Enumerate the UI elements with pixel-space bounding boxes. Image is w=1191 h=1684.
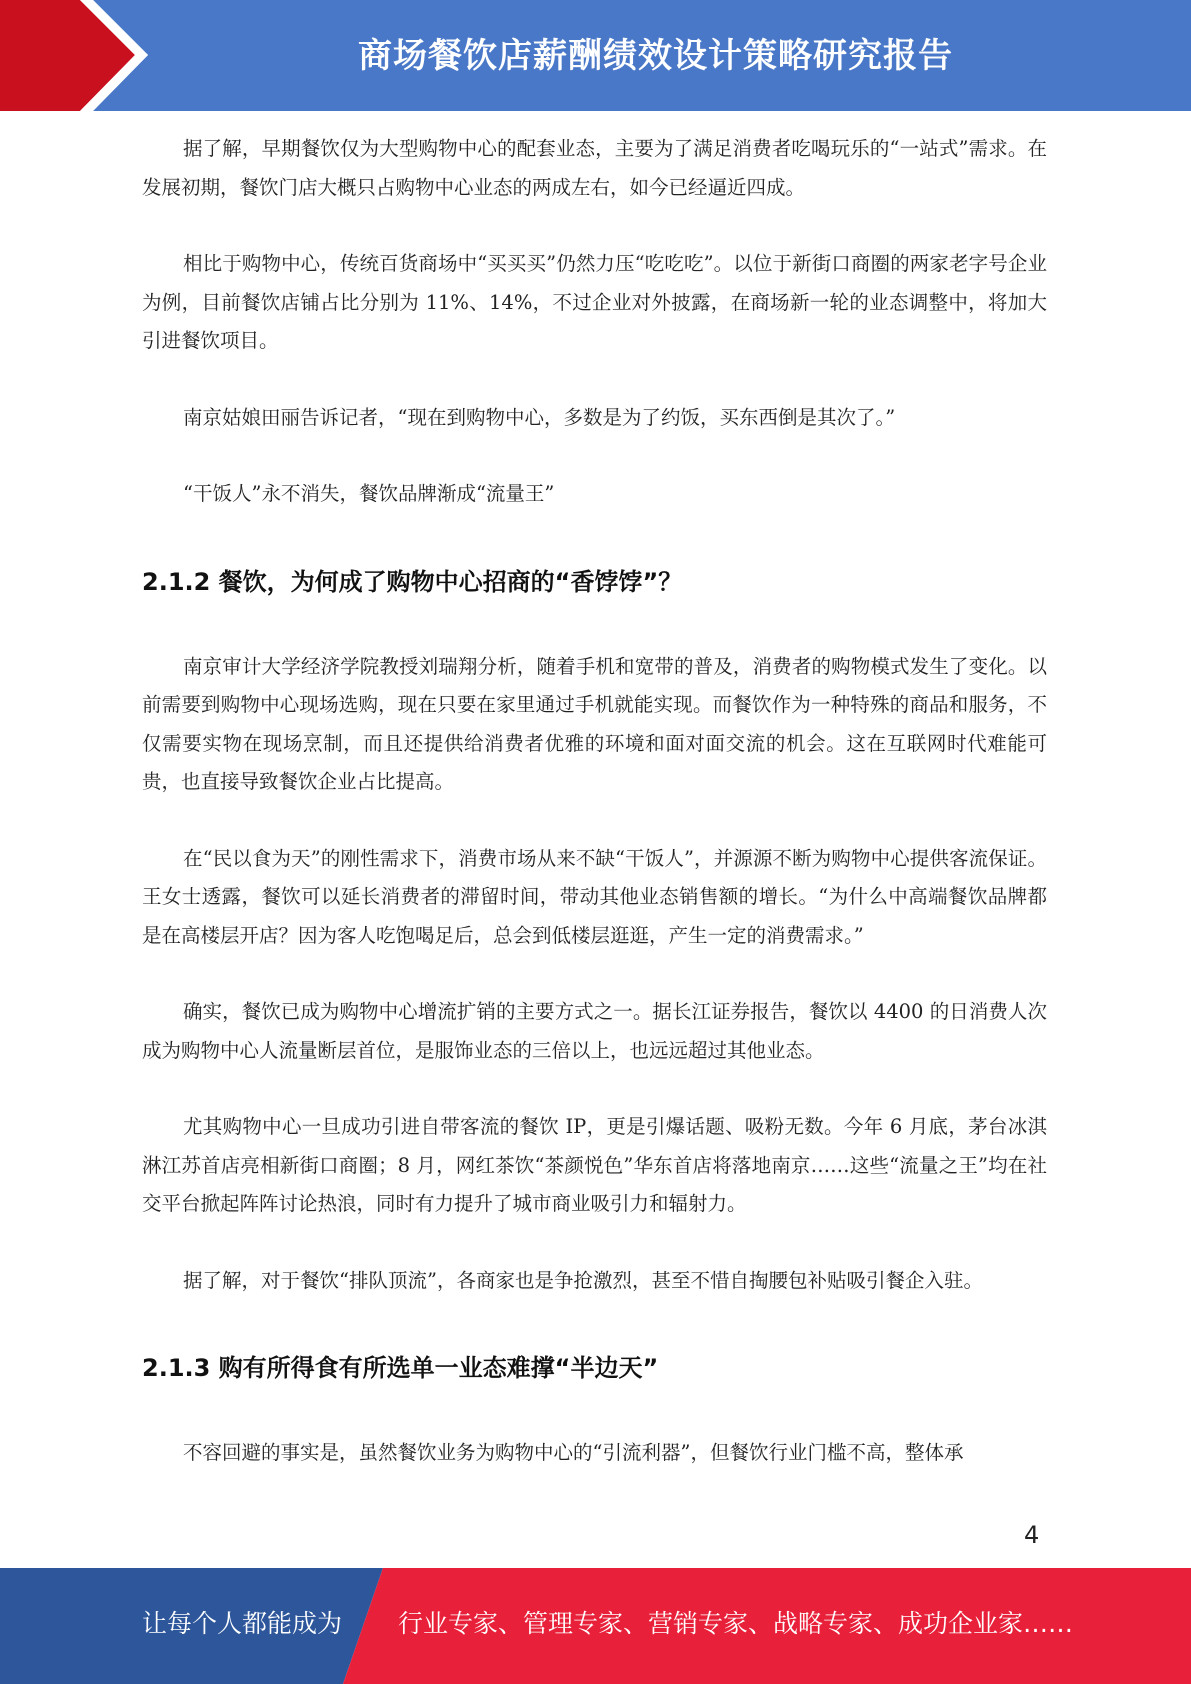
footer-slogan-left: 让每个人都能成为: [142, 1609, 343, 1638]
paragraph: “干饭人”永不消失，餐饮品牌渐成“流量王”: [183, 482, 555, 505]
paragraph: 在“民以食为天”的刚性需求下，消费市场从来不缺“干饭人”，并源源不断为购物中心提供客流保证。王女士透露，餐饮可以延长消费者的滞留时间，带动其他业态销售额的增长。“为什么中高端餐饮品牌都是在高楼层开店？因为客人吃饱喝足后，总会到低楼层逛逛，产生一定的消费需求。”: [142, 846, 1047, 947]
paragraph: 确实，餐饮已成为购物中心增流扩销的主要方式之一。据长江证券报告，餐饮以 4400 的日消费人次成为购物中心人流量断层首位，是服饰业态的三倍以上，也远远超过其他业态。: [142, 1000, 1047, 1062]
footer-slogan-right: 行业专家、管理专家、营销专家、战略专家、成功企业家……: [398, 1609, 1074, 1638]
paragraph: 据了解，早期餐饮仅为大型购物中心的配套业态，主要为了满足消费者吃喝玩乐的“一站式”需求。在发展初期，餐饮门店大概只占购物中心业态的两成左右，如今已经逼近四成。: [142, 137, 1047, 199]
paragraph: 相比于购物中心，传统百货商场中“买买买”仍然力压“吃吃吃”。以位于新街口商圈的两家老字号企业为例，目前餐饮店铺占比分别为 11%、14%，不过企业对外披露，在商场新一轮的业态调整中，将加大引进餐饮项目。: [142, 252, 1047, 352]
paragraph: 不容回避的事实是，虽然餐饮业务为购物中心的“引流利器”，但餐饮行业门槛不高，整体承: [183, 1441, 964, 1464]
paragraph: 据了解，对于餐饮“排队顶流”，各商家也是争抢激烈，甚至不惜自掏腰包补贴吸引餐企入驻。: [183, 1268, 983, 1292]
chevron-arrow-icon: [0, 0, 160, 111]
page-header: [0, 0, 1191, 111]
paragraph: 南京姑娘田丽告诉记者，“现在到购物中心，多数是为了约饭，买东西倒是其次了。”: [183, 405, 896, 429]
document-body: [142, 130, 1047, 1473]
page-footer: [0, 1568, 1191, 1684]
report-title: 商场餐饮店薪酬绩效设计策略研究报告: [358, 36, 953, 76]
section-heading: 2.1.2 餐饮，为何成了购物中心招商的“香饽饽”？: [142, 567, 683, 596]
section-heading: 2.1.3 购有所得食有所选单一业态难撑“半边天”: [142, 1354, 659, 1382]
paragraph: 南京审计大学经济学院教授刘瑞翔分析，随着手机和宽带的普及，消费者的购物模式发生了变化。以前需要到购物中心现场选购，现在只要在家里通过手机就能实现。而餐饮作为一种特殊的商品和服务，不仅需要实物在现场烹制，而且还提供给消费者优雅的环境和面对面交流的机会。这在互联网时代难能可贵，也直接导致餐饮企业占比提高。: [142, 654, 1047, 793]
page-number: 4: [1024, 1521, 1040, 1549]
paragraph: 尤其购物中心一旦成功引进自带客流的餐饮 IP，更是引爆话题、吸粉无数。今年 6 月底，茅台冰淇淋江苏首店亮相新街口商圈；8 月，网红茶饮“茶颜悦色”华东首店将落地南京……这些“流量之王”均在社交平台掀起阵阵讨论热浪，同时有力提升了城市商业吸引力和辐射力。: [142, 1115, 1047, 1215]
